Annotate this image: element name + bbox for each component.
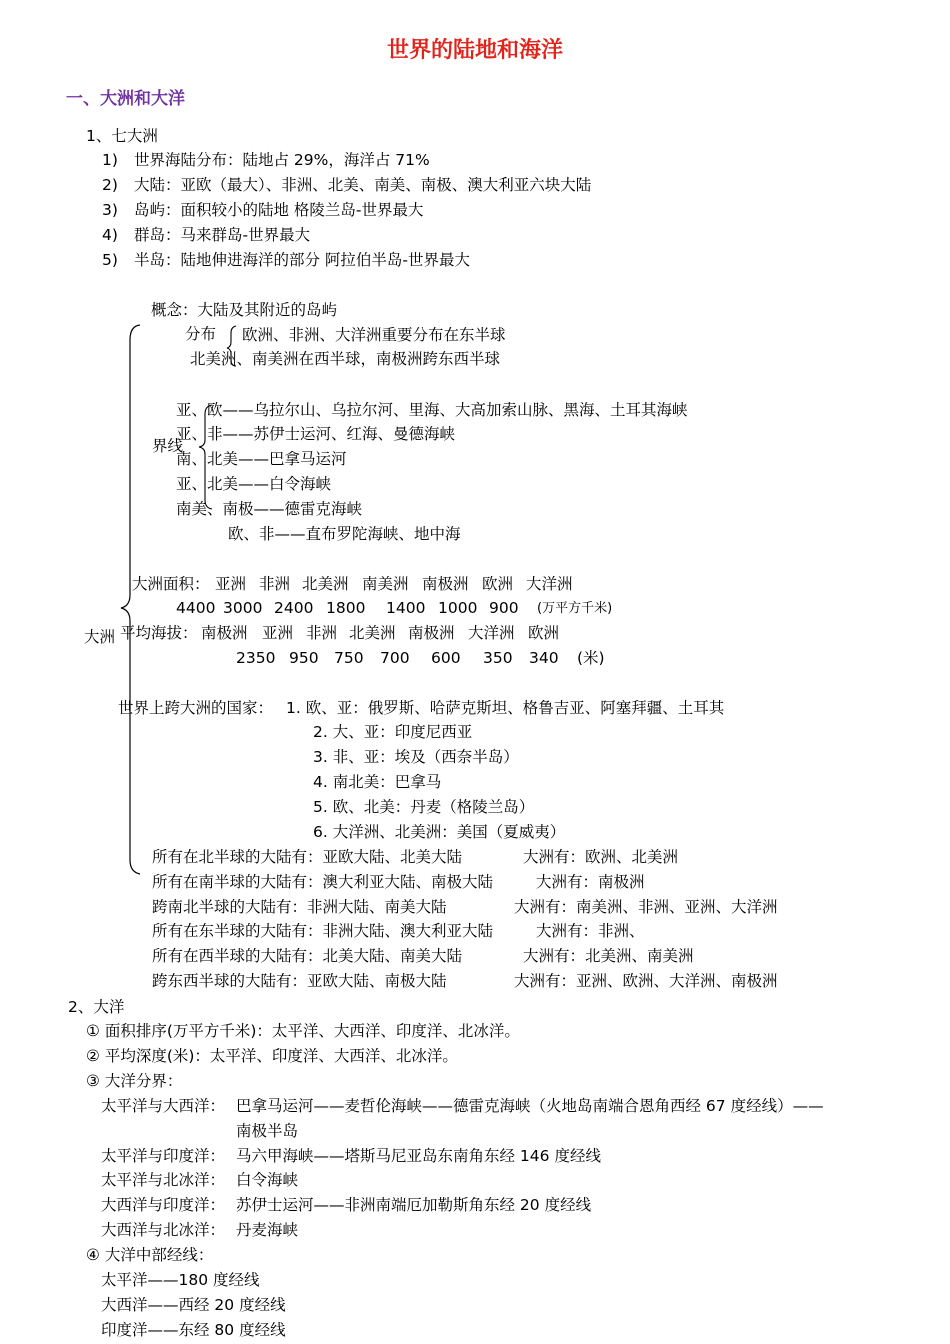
list-number: 5) [102, 251, 118, 269]
ocean-meridian: 大西洋——西经 20 度经线 [101, 1296, 286, 1314]
hemisphere-continents: 跨东西半球的大陆有：亚欧大陆、南极大陆 [152, 972, 447, 990]
list-text: 世界海陆分布：陆地占 29%，海洋占 71% [134, 151, 430, 169]
concept-text: 概念：大陆及其附近的岛屿 [151, 301, 338, 319]
altitude-name: 非洲 [306, 624, 338, 642]
altitude-value: 350 [483, 649, 513, 667]
hemisphere-continents: 跨南北半球的大陆有：非洲大陆、南美大陆 [152, 898, 447, 916]
altitude-value: 750 [334, 649, 364, 667]
altitude-name: 欧洲 [528, 624, 560, 642]
ocean-pair: 太平洋与北冰洋： [101, 1171, 226, 1189]
altitude-value: 340 [529, 649, 559, 667]
list-text: 大陆：亚欧（最大）、非洲、北美、南美、南极、澳大利亚六块大陆 [134, 176, 592, 194]
area-value: 1800 [326, 599, 366, 617]
page-title: 世界的陆地和海洋 [386, 38, 563, 63]
list-number: 4) [102, 226, 118, 244]
hemisphere-continents: 所有在北半球的大陆有：亚欧大陆、北美大陆 [152, 848, 463, 866]
ocean-pair: 太平洋与印度洋： [101, 1147, 226, 1165]
ocean-pair: 大西洋与印度洋： [101, 1196, 226, 1214]
hemisphere-continents: 所有在西半球的大陆有：北美大陆、南美大陆 [152, 947, 463, 965]
area-unit: (万平方千米) [537, 601, 613, 616]
ocean-meridian-title: ④ 大洋中部经线： [86, 1246, 214, 1264]
cross-continent-item: 3. 非、亚：埃及（西奈半岛） [313, 748, 519, 766]
ocean-boundary: 巴拿马运河——麦哲伦海峡——德雷克海峡（火地岛南端合恩角西经 67 度经线）—— [236, 1097, 824, 1115]
altitude-name: 大洋洲 [468, 624, 515, 642]
border-item: 亚、欧——乌拉尔山、乌拉尔河、里海、大高加索山脉、黑海、土耳其海峡 [176, 401, 688, 419]
ocean-pair: 大西洋与北冰洋： [101, 1221, 226, 1239]
subheading-seven-continents: 1、七大洲 [86, 127, 158, 145]
altitude-name: 南极洲 [408, 624, 455, 642]
continent-label: 大洲 [84, 628, 116, 646]
cross-continent-item: 1. 欧、亚：俄罗斯、哈萨克斯坦、格鲁吉亚、阿塞拜疆、土耳其 [286, 699, 725, 717]
altitude-value: 950 [289, 649, 319, 667]
area-value: 2400 [274, 599, 314, 617]
list-number: 1) [102, 151, 118, 169]
ocean-boundary-title: ③ 大洋分界： [86, 1072, 183, 1090]
altitude-value: 2350 [236, 649, 276, 667]
hemisphere-regions: 大洲有：南美洲、非洲、亚洲、大洋洲 [514, 898, 778, 916]
cross-continent-item: 4. 南北美：巴拿马 [313, 773, 442, 791]
hemisphere-regions: 大洲有：北美洲、南美洲 [523, 947, 694, 965]
ocean-depth-order: ② 平均深度(米)：太平洋、印度洋、大西洋、北冰洋。 [86, 1047, 458, 1065]
distribution-line: 北美洲、南美洲在西半球，南极洲跨东西半球 [190, 350, 501, 368]
area-name: 亚洲 [215, 575, 247, 593]
hemisphere-regions: 大洲有：亚洲、欧洲、大洋洲、南极洲 [514, 972, 778, 990]
area-value: 1400 [386, 599, 426, 617]
area-name: 非洲 [259, 575, 291, 593]
cross-continent-item: 2. 大、亚：印度尼西亚 [313, 723, 473, 741]
area-name: 南美洲 [362, 575, 409, 593]
ocean-boundary: 苏伊士运河——非洲南端厄加勒斯角东经 20 度经线 [236, 1196, 592, 1214]
area-label: 大洲面积： [132, 575, 210, 593]
cross-continent-label: 世界上跨大洲的国家： [118, 699, 274, 717]
area-name: 大洋洲 [526, 575, 573, 593]
subheading-oceans: 2、大洋 [68, 998, 125, 1016]
big-brace [121, 325, 140, 874]
ocean-pair: 太平洋与大西洋： [101, 1097, 226, 1115]
border-label: 界线 [152, 437, 184, 455]
area-name: 北美洲 [302, 575, 349, 593]
area-value: 900 [489, 599, 519, 617]
hemisphere-regions: 大洲有：南极洲 [536, 873, 645, 891]
altitude-unit: (米) [577, 649, 605, 667]
ocean-meridian: 太平洋——180 度经线 [101, 1271, 260, 1289]
area-value: 4400 [176, 599, 216, 617]
ocean-area-order: ① 面积排序(万平方千米)：太平洋、大西洋、印度洋、北冰洋。 [86, 1022, 520, 1040]
list-text: 半岛：陆地伸进海洋的部分 阿拉伯半岛-世界最大 [134, 251, 471, 269]
list-text: 群岛：马来群岛-世界最大 [134, 226, 311, 244]
list-number: 3) [102, 201, 118, 219]
altitude-value: 600 [431, 649, 461, 667]
altitude-name: 南极洲 [201, 624, 248, 642]
hemisphere-regions: 大洲有：欧洲、北美洲 [523, 848, 679, 866]
list-text: 岛屿：面积较小的陆地 格陵兰岛-世界最大 [134, 201, 424, 219]
area-value: 3000 [223, 599, 263, 617]
border-item: 南、北美——巴拿马运河 [176, 450, 347, 468]
altitude-value: 700 [380, 649, 410, 667]
list-number: 2) [102, 176, 118, 194]
border-item: 欧、非——直布罗陀海峡、地中海 [228, 525, 461, 543]
distribution-label: 分布 [185, 325, 217, 343]
altitude-name: 亚洲 [262, 624, 294, 642]
ocean-meridian: 印度洋——东经 80 度经线 [101, 1321, 286, 1339]
cross-continent-item: 5. 欧、北美：丹麦（格陵兰岛） [313, 798, 535, 816]
hemisphere-regions: 大洲有：非洲、 [536, 922, 645, 940]
area-name: 南极洲 [422, 575, 469, 593]
area-value: 1000 [438, 599, 478, 617]
ocean-boundary: 马六甲海峡——塔斯马尼亚岛东南角东经 146 度经线 [236, 1147, 601, 1165]
section-heading-continents-oceans: 一、大洲和大洋 [66, 89, 185, 109]
ocean-boundary-continued: 南极半岛 [236, 1122, 299, 1140]
cross-continent-item: 6. 大洋洲、北美洲：美国（夏威夷） [313, 823, 566, 841]
border-item: 亚、北美——白令海峡 [176, 475, 332, 493]
altitude-name: 北美洲 [349, 624, 396, 642]
border-item: 亚、非——苏伊士运河、红海、曼德海峡 [176, 425, 456, 443]
altitude-label: 平均海拔： [120, 624, 198, 642]
ocean-boundary: 丹麦海峡 [236, 1221, 299, 1239]
ocean-boundary: 白令海峡 [236, 1171, 299, 1189]
hemisphere-continents: 所有在东半球的大陆有：非洲大陆、澳大利亚大陆 [152, 922, 494, 940]
distribution-line: 欧洲、非洲、大洋洲重要分布在东半球 [242, 326, 506, 344]
area-name: 欧洲 [482, 575, 514, 593]
border-item: 南美、南极——德雷克海峡 [176, 500, 363, 518]
hemisphere-continents: 所有在南半球的大陆有：澳大利亚大陆、南极大陆 [152, 873, 494, 891]
